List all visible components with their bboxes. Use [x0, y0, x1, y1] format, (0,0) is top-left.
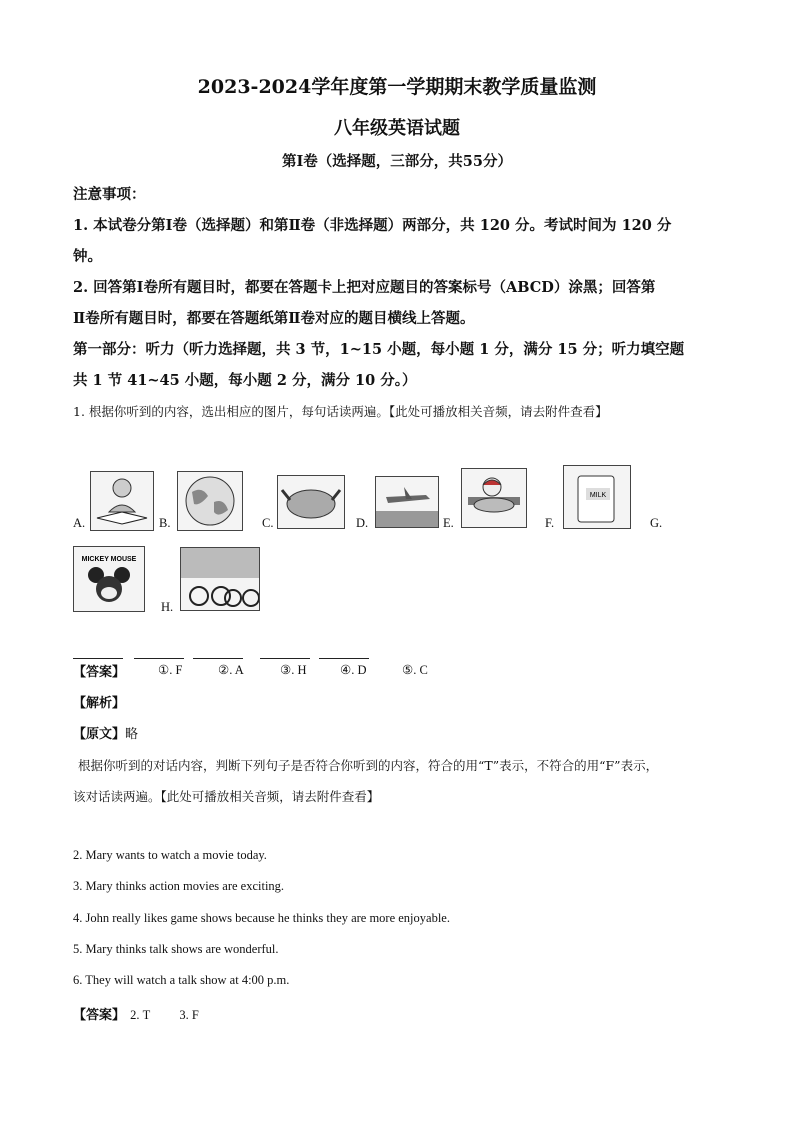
answer-3: ③. H [280, 663, 307, 677]
answer-q3: 3. F [179, 1008, 199, 1022]
answer-blank-3[interactable] [193, 658, 243, 659]
answer-1: ①. F [158, 663, 183, 677]
page-subtitle: 八年级英语试题 [334, 118, 460, 139]
note-2-line-1: 2. 回答第Ⅰ卷所有题目时，都要在答题卡上把对应题目的答案标号（ABCD）涂黑；回答第 [73, 279, 656, 296]
page-title: 2023-2024学年度第一学期期末教学质量监测 [197, 76, 597, 98]
part-1-line-1: 第一部分：听力（听力选择题，共 3 节，1~15 小题，每小题 1 分，满分 15 分；听力填空题 [73, 341, 685, 358]
option-f-image [563, 465, 631, 529]
note-2-line-2: Ⅱ卷所有题目时，都要在答题纸第Ⅱ卷对应的题目横线上答题。 [73, 310, 475, 327]
option-d-image [375, 476, 439, 528]
option-c-image [277, 475, 345, 529]
option-f-label: F. [545, 516, 555, 530]
answer-4: ④. D [340, 663, 367, 677]
option-a-label: A. [73, 516, 86, 530]
cycling-icon [181, 548, 259, 610]
original-text-line [73, 723, 138, 742]
milk-carton-icon [564, 466, 630, 528]
question-1-prompt: 1. 根据你听到的内容，选出相应的图片，每句话读两遍。【此处可播放相关音频，请去附件查看】 [73, 404, 608, 419]
answer-q2: 2. T [130, 1008, 151, 1022]
option-g-label: G. [650, 516, 663, 530]
answer-tag-q1: 【答案】 [73, 665, 126, 680]
note-1-line-1: 1. 本试卷分第Ⅰ卷（选择题）和第Ⅱ卷（非选择题）两部分，共 120 分。考试时间为 120 分 [73, 217, 672, 234]
option-e-image [461, 468, 527, 528]
question-2-prompt-line-2: 该对话读两遍。【此处可播放相关音频，请去附件查看】 [73, 789, 380, 804]
answer-tag-q2: 【答案】 [73, 1008, 126, 1023]
original-tag: 【原文】 [73, 727, 126, 742]
option-b-image [177, 471, 243, 531]
analysis-tag: 【解析】 [73, 696, 126, 711]
mickey-mouse-title: MICKEY MOUSE [81, 556, 137, 563]
option-c-label: C. [262, 516, 274, 530]
volume-heading: 第Ⅰ卷（选择题，三部分，共55分） [282, 153, 512, 170]
airplane-scene-icon [376, 477, 438, 527]
student-reading-icon [91, 472, 153, 530]
answer-line-q2 [73, 1004, 199, 1023]
option-e-label: E. [443, 516, 454, 530]
answer-blank-4[interactable] [260, 658, 310, 659]
question-3-item: 3. Mary thinks action movies are exciting. [73, 879, 285, 893]
question-2-item: 2. Mary wants to watch a movie today. [73, 848, 267, 862]
option-h-label: H. [161, 600, 174, 614]
question-5-item: 5. Mary thinks talk shows are wonderful. [73, 942, 279, 956]
globe-icon [178, 472, 242, 530]
option-b-label: B. [159, 516, 171, 530]
answer-blank-1[interactable] [73, 658, 123, 659]
answer-blank-2[interactable] [134, 658, 184, 659]
answer-5: ⑤. C [402, 663, 428, 677]
question-6-item: 6. They will watch a talk show at 4:00 p.m. [73, 973, 290, 987]
answer-blank-5[interactable] [319, 658, 369, 659]
notes-heading: 注意事项： [73, 186, 146, 203]
question-2-prompt-line-1: 根据你听到的对话内容，判断下列句子是否符合你听到的内容，符合的用“T”表示，不符合的用“F”表示， [78, 758, 659, 773]
option-a-image [90, 471, 154, 531]
original-text: 略 [125, 727, 139, 742]
option-g-image [73, 546, 145, 612]
part-1-line-2: 共 1 节 41~45 小题，每小题 2 分，满分 10 分。） [73, 372, 417, 389]
roast-chicken-icon [278, 476, 344, 528]
milk-carton-label: MILK [589, 492, 607, 499]
option-h-image [180, 547, 260, 611]
cartoon-pilot-plane-icon [462, 469, 526, 527]
answer-2: ②. A [218, 663, 244, 677]
option-d-label: D. [356, 516, 369, 530]
question-4-item: 4. John really likes game shows because he thinks they are more enjoyable. [73, 911, 450, 925]
mickey-mouse-icon [74, 547, 144, 611]
note-1-line-2: 钟。 [73, 248, 102, 265]
